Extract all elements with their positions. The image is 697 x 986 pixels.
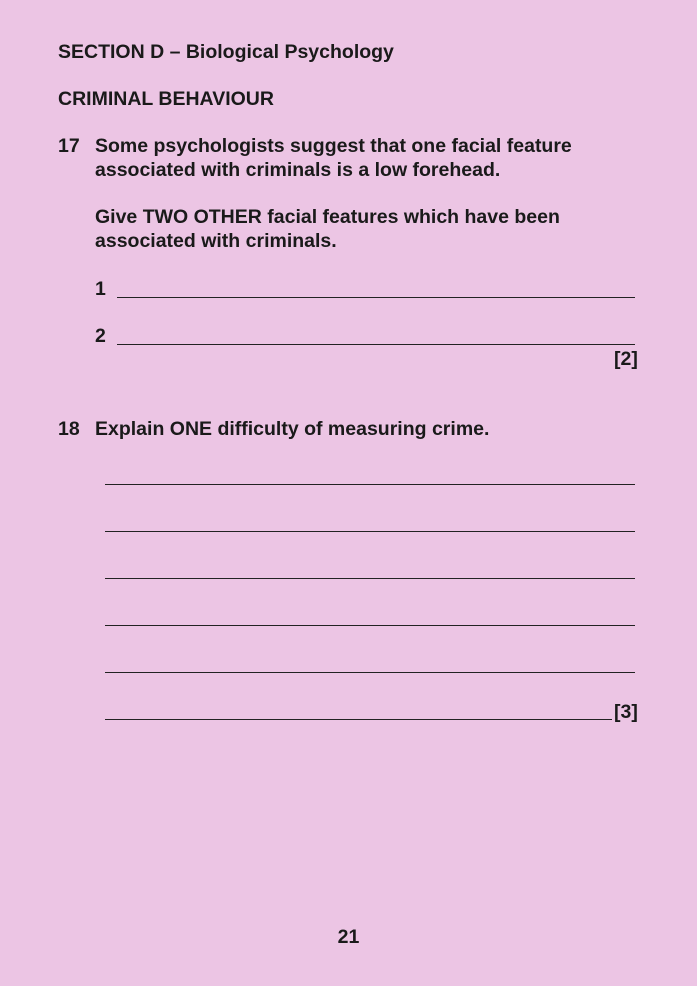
- question-stem-line: Some psychologists suggest that one facial feature: [95, 135, 572, 157]
- topic-title: CRIMINAL BEHAVIOUR: [58, 88, 274, 110]
- marks-badge: [2]: [614, 348, 638, 370]
- answer-line-1[interactable]: [117, 297, 635, 298]
- question-number: 17: [58, 135, 80, 157]
- section-title: SECTION D – Biological Psychology: [58, 41, 394, 63]
- question-task-line: Give TWO OTHER facial features which have been: [95, 206, 560, 228]
- marks-badge: [3]: [614, 701, 638, 723]
- answer-line-2[interactable]: [117, 344, 635, 345]
- answer-line[interactable]: [105, 625, 635, 626]
- answer-line[interactable]: [105, 719, 612, 720]
- answer-line[interactable]: [105, 672, 635, 673]
- answer-line[interactable]: [105, 484, 635, 485]
- question-stem: Explain ONE difficulty of measuring crime.: [95, 418, 490, 440]
- question-task-line: associated with criminals.: [95, 230, 337, 252]
- answer-line[interactable]: [105, 531, 635, 532]
- answer-label-2: 2: [95, 325, 106, 347]
- question-number: 18: [58, 418, 80, 440]
- answer-label-1: 1: [95, 278, 106, 300]
- answer-line[interactable]: [105, 578, 635, 579]
- question-stem-line: associated with criminals is a low forehead.: [95, 159, 501, 181]
- page-number: 21: [337, 926, 360, 948]
